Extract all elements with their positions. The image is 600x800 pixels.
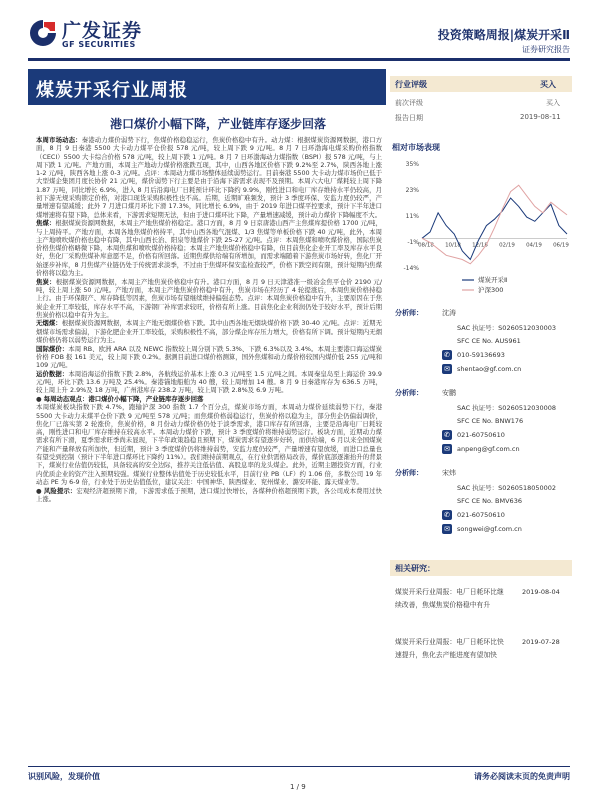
header-divider [28, 58, 570, 61]
x-tick-label: 10/18 [445, 242, 461, 249]
footer-disclaimer-note: 请务必阅读末页的免责声明 [474, 772, 570, 781]
report-body [36, 136, 382, 503]
paragraph-freight [36, 370, 382, 395]
email-icon: ✉ [442, 364, 452, 374]
analyst-name: 安鹏 [442, 389, 456, 397]
related-title: 相关研究： [395, 564, 435, 573]
relative-performance-chart [392, 156, 572, 306]
paragraph-coke [36, 278, 382, 319]
footer-divider [28, 766, 570, 767]
paragraph-weekly-view: ● 每周动态观点：港口煤价小幅下降，产业链库存逐步回落 本周煤炭板块指数下跌 4.7%，跑输沪深 300 指数 1.7 个百分点，煤炭市场方面，本周动力煤价延续弱势下行，秦港 5500 大卡动力末煤平仓价下跌 9 元/吨至 578 元/吨；而焦煤价格弱稳运行，焦炭价格以稳为主，部分焦企仍偏弱调价，焦化厂已落实第 2 轮涨价，焦炭价格，8 月份动力煤价格仍处于淡季需求，港口库存有所回落，主要是沿海电厂日耗较高，刚性进口和电厂库存维持在较高水平。本周动力煤价下跌，预计 3 季度煤价将维持弱势运行。板块方面，近期动力煤需求有所下滑，夏季需求旺季尚未显现，下半年政策趋稳且预期下，煤炭需求有望逐步好转，而供给端，6 月以来全国煤炭产能和产量释放有所加快，但近期，预计 3 季度煤价仍将维持弱势，安监力度仍较严，产量增速有望放缓，而进口总量也有望受到控制（预计下半年进口煤环比下降约 11%）。我们维持前期观点，在行业供需格局改善，煤价底部逐渐抬升的背景下，煤炭行业估值仍较低，具备较高的安全边际，推荐关注低估值、高股息率的龙头煤企。此外，近期主题投资方面，行业内优质企业的资产注入预期较强。煤炭行业整体估值处于历史较低水平，目前行业 PB（LF）约 1.06 倍，多数公司 19 年动态 PE 为 6-9 倍，行业处于历史估值低位，建议关注：中国神华、陕西煤业、兖州煤业、潞安环能、露天煤业等。 [36, 394, 382, 486]
paragraph-text: 秦港动力煤价弱势下行，焦煤价格稳稳运行，焦炭价格稳中有升。动力煤：根据煤炭资源网数据，港口方面，8 月 9 日秦港 5500 大卡动力煤平仓价报 578 元/吨，较上周下跌 9 元/吨。8 月 7 日环渤海电煤采购价格指数（CECI）5500 大卡综合价格 578 元/吨，较上周下跌 1 元/吨。8 月 7 日环渤海动力煤指数（BSPI）报 578 元/吨，与上周下跌 1 元/吨。产地方面，本周主产地动力煤价格涨跌互现，其中，山西各地区价格下跌 9.2%至 2.7%，陕西各地上涨 1-2 元/吨，陕西各地上涨 0-3 元/吨。点评：本周动力煤市场整体延续弱势运行。目前秦港 5500 大卡动力煤市场价已低于大型煤企集团月度长协价 21 元/吨，煤价弱势下行主要是由于沿海下游需求表现不及预期。本周六大电厂煤耗较上周下降 1.87 万吨，同比增长 6.9%，进入 8 月后沿海电厂日耗预计环比下降约 9.9%，刚性进口和电厂库存维持水平仍较高，月初下游无规采购锁定价格，对港口现货采购积极性也不高。后期，近期旷难频发，预计 3 季度环保、安监力度仍较严，产量增速有望减缓；此外 7 月进口煤月环比下滑 17.3%，同比增长 6.9%，由于 2019 年进口煤平控要求，预计下半年进口煤增速将有望下降，总体来看，下游需求短期无法，但由于进口煤环比下降，产量增速减缓，预计动力煤价下降幅度不大。 [36, 136, 383, 219]
paragraph-market [36, 136, 382, 219]
prev-rating-label: 前次评级 [395, 99, 423, 107]
gf-logo-icon [28, 18, 58, 48]
legend-label: 煤炭开采Ⅱ [478, 276, 508, 284]
analyst-cert: SFC CE No. BNW176 [457, 417, 524, 425]
email-icon: ✉ [442, 524, 452, 534]
analyst-name: 沈涛 [442, 309, 456, 317]
analyst-cert: SFC CE No. AUS961 [457, 337, 521, 345]
chart-title: 相对市场表现 [392, 143, 440, 152]
paragraph-heading: 每周动态观点：港口煤价小幅下降，产业链库存逐步回落 [43, 394, 204, 403]
report-type: 投资策略周报|煤炭开采Ⅱ [437, 28, 570, 42]
analyst-label: 分析师： [395, 469, 423, 477]
email-icon: ✉ [442, 444, 452, 454]
paragraph-heading: 无烟煤： [36, 319, 62, 328]
brand-name-en: GF SECURITIES [62, 40, 136, 49]
paragraph-intl-price [36, 345, 382, 370]
prev-rating-value: 买入 [546, 99, 560, 107]
x-tick-label: 08/18 [418, 242, 434, 249]
analyst-cert: SFC CE No. BMV636 [457, 497, 522, 505]
analyst-cert: SAC 执证号：S0260512030003 [457, 324, 557, 332]
report-headline: 港口煤价小幅下降，产业链库存逐步回落 [110, 117, 327, 131]
y-tick-label: 23% [405, 187, 419, 194]
paragraph-anthracite [36, 319, 382, 344]
footer-slogan: 识别风险，发现价值 [28, 772, 100, 781]
brand-logo [28, 16, 198, 56]
paragraph-heading: 焦炭： [36, 277, 56, 286]
related-report-link[interactable]: 煤炭开采行业周报：电厂日耗环比继续改善，焦煤焦炭价格稳中有升 [395, 588, 504, 609]
x-tick-label: 12/18 [472, 242, 488, 249]
y-tick-label: -14% [403, 265, 419, 272]
paragraph-heading: 运价数据： [36, 369, 69, 378]
rating-value: 买入 [540, 80, 556, 89]
paragraph-heading: 焦煤： [36, 219, 56, 228]
paragraph-text: 宏观经济超预期下滑，下游需求低于预期，进口煤过快增长，各煤种价格超预期下跌，各公司成本费用过快上涨。 [36, 486, 383, 503]
paragraph-coking-coal [36, 219, 382, 277]
y-tick-label: 35% [405, 161, 419, 168]
x-tick-label: 06/19 [553, 242, 569, 249]
x-tick-label: 02/19 [499, 242, 515, 249]
analyst-email[interactable]: songwei@gf.com.cn [457, 525, 522, 533]
paragraph-text: 本周 RB、欧洲 ARA 以及 NEWC 指数较上周分别下跌 5.3%、下跌 6.3%以及 3.4%。本周主要港口海运煤炭价格 FOB 报 161 美元，较上周下跌 0.2%。据测目前进口煤价格测算，国外焦煤和动力煤价格较国内煤价低 255 元/吨和 109 元/吨。 [36, 344, 382, 370]
analyst-cert: SAC 执证号：S0260518050002 [457, 484, 557, 492]
paragraph-text: 根据煤炭资源网数据，本周主产地焦煤价格稳定。港口方面，8 月 9 日京唐港山西产主焦煤库提价格 1700 元/吨，与上周持平。产地方面，本周各地焦煤价格持平，其中山西各地气混煤、1/3 焦煤等单板价格下跌 40 元/吨，此外，本周主产地喷吹煤价格也稳中有降，其中山西长治、阳泉等地煤价下跌 25-27 元/吨。点评：本周焦煤和喷吹煤价格，国际焦炭价格焦煤价格略微下降，本周焦煤和喷吹煤价格持稳；本周主产地焦煤价格稳中有降，但目前焦化企业开工率及库存水平良好，焦化厂采购焦煤补库意愿不足，价格有所回落。近期焦煤供给端有所增加，而需求端随着下游焦炭市场好转，焦化厂开始逐步补库，8 月焦煤产业链仍处于传统需求淡季，不过由于焦煤环保安监检查较严，价格下跌空间有限，预计短期内焦煤价格将以稳为主。 [36, 219, 382, 278]
paragraph-heading: 国际煤价： [36, 344, 69, 353]
related-report-date: 2019-08-04 [522, 588, 560, 596]
rating-label: 行业评级 [395, 80, 427, 89]
analyst-label: 分析师： [395, 309, 423, 317]
analyst-label: 分析师： [395, 389, 423, 397]
analyst-email[interactable]: shentao@gf.com.cn [457, 365, 522, 373]
related-report-date: 2019-07-28 [522, 638, 560, 646]
analyst-phone: 010-59136693 [457, 351, 505, 359]
paragraph-heading: 风险提示： [43, 486, 77, 495]
report-date-label: 报告日期 [395, 114, 423, 122]
page-number: 1 / 9 [290, 783, 306, 791]
report-title: 煤炭开采行业周报 [36, 80, 188, 101]
paragraph-heading: 本周市场动态： [36, 136, 82, 144]
analyst-email[interactable]: anpeng@gf.com.cn [457, 445, 520, 453]
report-date-value: 2019-08-11 [520, 113, 561, 121]
phone-icon: ✆ [442, 510, 452, 520]
y-tick-label: 11% [405, 213, 419, 220]
paragraph-text: 根据煤炭资源网数据，本周主产地焦炭价格稳中有升。港口方面，8 月 9 日天津港准一级冶金焦平仓价 2190 元/吨，较上周上涨 50 元/吨。产地方面，本周主产地焦炭价格稳中有升，焦炭市场在经历了 4 轮提涨后，本周焦炭价格持稳上行。由于环保限产、库存降低等因素，焦炭市场有望继续维持偏强态势。点评：本周焦炭价格稳中有升，主要原因在于焦炭企业开工率较低，库存水平不高，下游钢厂补库需求较旺，价格有所上涨。目前焦化企业利润仍处于较好水平，预计后期焦炭价格以稳中有升为主。 [36, 277, 382, 319]
phone-icon: ✆ [442, 350, 452, 360]
report-subtitle: 证券研究报告 [522, 45, 570, 54]
y-tick-label: -1% [407, 239, 419, 246]
analyst-phone: 021-60750610 [457, 431, 505, 439]
paragraph-text: 本周沿海运价指数下跌 2.8%，各航线运价基本上涨 0.3 元/吨至 1.5 元/吨之间。本周秦皇岛至上海运价 39.9 元/吨，环比下跌 13.6 万吨及 25.4%。秦港锚地船舶为 40 艘，较上周增加 14 艘。8 月 9 日秦港库存为 636.5 万吨，较上周上升 2.9%及 18 万吨，广州港库存 238.2 万吨，较上周下跌 2.8%及 6.9 万吨。 [36, 369, 383, 395]
analyst-name: 宋炜 [442, 469, 456, 477]
analyst-cert: SAC 执证号：S0260512030008 [457, 404, 557, 412]
brand-name-cn: 广发证券 [62, 20, 143, 42]
paragraph-risk: ● 风险提示：宏观经济超预期下滑，下游需求低于预期，进口煤过快增长，各煤种价格超预期下跌，各公司成本费用过快上涨。 [36, 486, 383, 503]
x-tick-label: 04/19 [526, 242, 542, 249]
phone-icon: ✆ [442, 430, 452, 440]
analyst-phone: 021-60750610 [457, 511, 505, 519]
series-line-1 [422, 185, 567, 264]
legend-label: 沪深300 [478, 286, 504, 294]
paragraph-text: 根据煤炭资源网数据，本周主产地无烟煤价格下跌。其中山西各地无烟块煤价格下跌 30-40 元/吨。点评：近期无烟煤市场需求偏弱，下游化肥企业开工率较低，采购积极性不高，部分煤企库存压力增大，价格有所下调。预计短期内无烟煤价格仍将以弱势运行为主。 [36, 319, 382, 345]
paragraph-text: 本周煤炭板块指数下跌 4.7%，跑输沪深 300 指数 1.7 个百分点，煤炭市场方面，本周动力煤价延续弱势下行，秦港 5500 大卡动力末煤平仓价下跌 9 元/吨至 578 元/吨；而焦煤价格弱稳运行，焦炭价格以稳为主，部分焦企仍偏弱调价，焦化厂已落实第 2 轮涨价，焦炭价格，8 月份动力煤价格仍处于淡季需求，港口库存有所回落，主要是沿海电厂日耗较高，刚性进口和电厂库存维持在较高水平。本周动力煤价下跌，预计 3 季度煤价将维持弱势运行。板块方面，近期动力煤需求有所下滑，夏季需求旺季尚未显现，下半年政策趋稳且预期下，煤炭需求有望逐步好转，而供给端，6 月以来全国煤炭产能和产量释放有所加快，但近期，预计 3 季度煤价仍将维持弱势，安监力度仍较严，产量增速有望放缓，而进口总量也有望受到控制（预计下半年进口煤环比下降约 11%）。我们维持前期观点，在行业供需格局改善，煤价底部逐渐抬升的背景下，煤炭行业估值仍较低，具备较高的安全边际，推荐关注低估值、高股息率的龙头煤企。此外，近期主题投资方面，行业内优质企业的资产注入预期较强。煤炭行业整体估值处于历史较低水平，目前行业 PB（LF）约 1.06 倍，多数公司 19 年动态 PE 为 6-9 倍，行业处于历史估值低位，建议关注：中国神华、陕西煤业、兖州煤业、潞安环能、露天煤业等。 [36, 403, 382, 486]
related-report-link[interactable]: 煤炭开采行业周报：电厂日耗环比快速提升，焦化去产能进度有望加快 [395, 638, 504, 659]
